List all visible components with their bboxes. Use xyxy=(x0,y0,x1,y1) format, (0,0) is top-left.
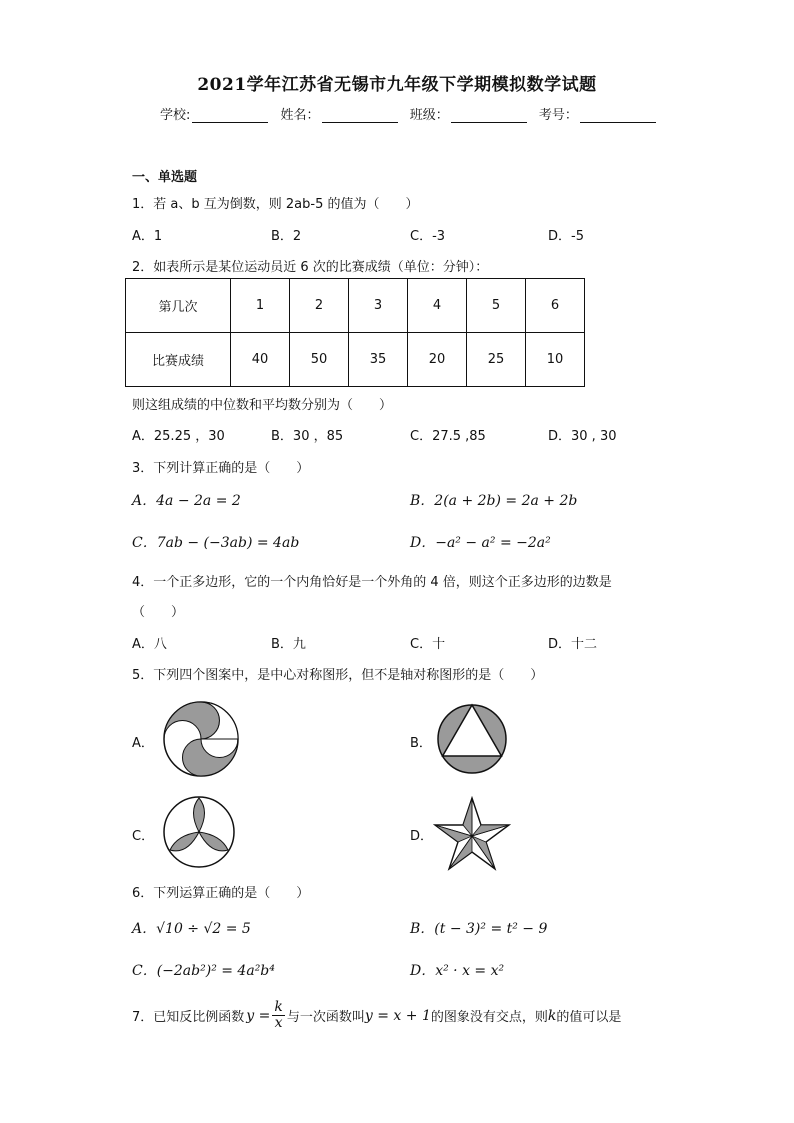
q1-option-d: D．-5 xyxy=(548,229,584,244)
table-row xyxy=(126,333,585,387)
table-cell: 25 xyxy=(467,333,526,387)
q4-stem: 4．一个正多边形，它的一个内角恰好是一个外角的 4 倍，则这个正多边形的边数是 xyxy=(132,575,612,590)
q5-stem: 5．下列四个图案中，是中心对称图形，但不是轴对称图形的是（ ） xyxy=(132,668,544,683)
table-header-cell: 比赛成绩 xyxy=(126,333,231,387)
q7-frac-denominator: x xyxy=(274,1015,283,1031)
name-blank[interactable] xyxy=(322,110,398,123)
table-cell: 50 xyxy=(290,333,349,387)
q4-option-c: C．十 xyxy=(410,637,446,652)
page-title: 2021学年江苏省无锡市九年级下学期模拟数学试题 xyxy=(197,75,597,95)
name-label: 姓名： xyxy=(280,108,320,123)
q2-followup: 则这组成绩的中位数和平均数分别为（ ） xyxy=(132,398,393,413)
q6-option-a: A．√10 ÷ √2 = 5 xyxy=(132,921,251,937)
three-petal-icon xyxy=(162,795,236,869)
q2-option-a: A．25.25 ，30 xyxy=(132,429,225,444)
q1-stem: 1．若 a、b 互为倒数，则 2ab-5 的值为（ ） xyxy=(132,197,419,212)
q1-option-a: A．1 xyxy=(132,229,163,244)
q5-label-c: C． xyxy=(132,829,155,844)
q5-label-a: A． xyxy=(132,736,154,751)
table-cell: 3 xyxy=(349,279,408,333)
q2-option-d: D．30 , 30 xyxy=(548,429,617,444)
q4-stem-paren: （ ） xyxy=(132,605,185,620)
q4-option-d: D．十二 xyxy=(548,637,598,652)
q3-option-a: A．4a − 2a = 2 xyxy=(132,493,241,509)
table-row xyxy=(126,279,585,333)
q7-tail2: 的值可以是 xyxy=(556,1010,622,1025)
q7-frac-numerator: k xyxy=(274,999,283,1015)
table-header-cell: 第几次 xyxy=(126,279,231,333)
q2-option-b: B．30 ，85 xyxy=(271,429,344,444)
star-figure-icon xyxy=(433,796,511,872)
table-cell: 5 xyxy=(467,279,526,333)
table-cell: 20 xyxy=(408,333,467,387)
table-cell: 10 xyxy=(526,333,585,387)
q6-option-d: D．x² · x = x² xyxy=(410,963,505,979)
number-blank[interactable] xyxy=(580,110,656,123)
q6-option-c: C．(−2ab²)² = 4a²b⁴ xyxy=(132,963,275,979)
q7-fraction xyxy=(272,1000,284,1031)
q6-stem: 6．下列运算正确的是（ ） xyxy=(132,886,310,901)
number-label: 考号： xyxy=(538,108,578,123)
q5-label-b: B． xyxy=(410,736,432,751)
q7-k: k xyxy=(547,1007,557,1024)
table-cell: 4 xyxy=(408,279,467,333)
q4-option-b: B．九 xyxy=(271,637,306,652)
q3-option-b: B．2(a + 2b) = 2a + 2b xyxy=(410,493,578,509)
q7-frac-lhs: y = xyxy=(246,1007,271,1024)
q7-stem xyxy=(132,1000,621,1031)
q7-linear-fn: y = x + 1 xyxy=(364,1007,431,1024)
q3-stem: 3．下列计算正确的是（ ） xyxy=(132,461,310,476)
q3-option-d: D．−a² − a² = −2a² xyxy=(410,535,551,551)
school-label: 学校: xyxy=(160,108,191,123)
table-cell: 40 xyxy=(231,333,290,387)
q1-option-b: B．2 xyxy=(271,229,302,244)
score-table xyxy=(125,278,585,387)
q5-label-d: D． xyxy=(410,829,434,844)
q4-option-a: A．八 xyxy=(132,637,167,652)
table-cell: 1 xyxy=(231,279,290,333)
school-blank[interactable] xyxy=(192,110,268,123)
q6-option-b: B．(t − 3)² = t² − 9 xyxy=(410,921,548,937)
table-cell: 6 xyxy=(526,279,585,333)
q3-option-c: C．7ab − (−3ab) = 4ab xyxy=(132,535,300,551)
section-heading: 一、单选题 xyxy=(132,170,198,185)
q2-option-c: C．27.5 ,85 xyxy=(410,429,486,444)
q7-mid-text: 与一次函数叫 xyxy=(286,1010,365,1025)
q7-tail1: 的图象没有交点，则 xyxy=(430,1010,548,1025)
q1-option-c: C．-3 xyxy=(410,229,446,244)
student-info xyxy=(160,104,664,123)
class-label: 班级： xyxy=(409,108,449,123)
q2-stem: 2．如表所示是某位运动员近 6 次的比赛成绩（单位：分钟）： xyxy=(132,260,489,275)
class-blank[interactable] xyxy=(451,110,527,123)
triangle-in-circle-icon xyxy=(436,703,508,775)
table-cell: 2 xyxy=(290,279,349,333)
swirl-figure-icon xyxy=(162,700,240,778)
q7-number: 7．已知反比例函数 xyxy=(132,1010,245,1025)
table-cell: 35 xyxy=(349,333,408,387)
